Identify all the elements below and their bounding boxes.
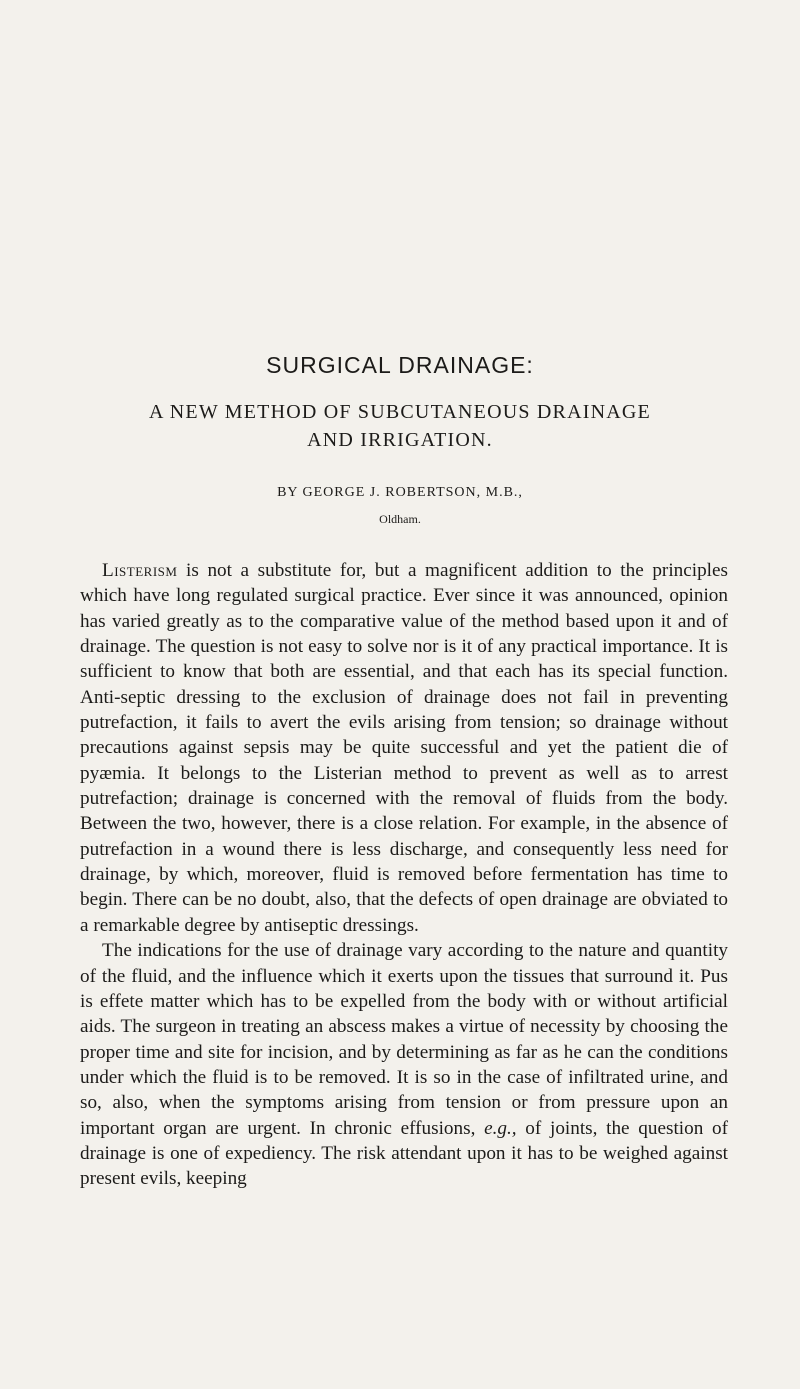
paragraph-2 — [80, 938, 728, 1191]
author-byline: BY GEORGE J. ROBERTSON, M.B., — [277, 485, 523, 500]
paragraph-1-text: is not a substitute for, but a magnificent addition to the principles which have long regulated surgical practice. Ever since it was announced, opinion has varied greatly as to the comparative value of the method based upon it and of drainage. The question is not easy to solve nor is it of any practical importance. It is sufficient to know that both are essential, and that each has its special function. Anti-septic dressing to the exclusion of drainage does not fail in preventing putrefaction, it fails to avert the evils arising from tension; so drainage without precautions against sepsis may be quite successful and yet the patient die of pyæmia. It belongs to the Listerian method to prevent as well as to arrest putrefaction; drainage is concerned with the removal of fluids from the body. Between the two, however, there is a close relation. For example, in the absence of putrefaction in a wound there is less discharge, and consequently less need for drainage, by which, moreover, fluid is removed before fermentation has time to begin. There can be no doubt, also, that the defects of open drainage are obviated to a remarkable degree by antiseptic dressings. — [80, 560, 728, 936]
article-body — [80, 558, 728, 1192]
subtitle-line-1: A NEW METHOD OF SUBCUTANEOUS DRAINAGE — [149, 401, 651, 423]
paragraph-1 — [80, 558, 728, 938]
paragraph-2-text-before: The indications for the use of drainage vary according to the nature and quantity of the fluid, and the influence which it exerts upon the tissues that surround it. Pus is effete matter which has to be expelled from the body with or without artificial aids. The surgeon in treating an abscess makes a virtue of necessity by choosing the proper time and site for incision, and by determining as far as he can the conditions under which the fluid is to be removed. It is so in the case of infiltrated urine, and so, also, when the symptoms arising from tension or from pressure upon an important organ are urgent. In chronic effusions, — [80, 940, 728, 1139]
subtitle-line-2: AND IRRIGATION. — [307, 429, 493, 451]
author-location: Oldham. — [379, 512, 421, 526]
subtitle — [0, 398, 800, 454]
main-title: SURGICAL DRAINAGE: — [266, 352, 534, 378]
lead-word: Listerism — [102, 560, 178, 581]
paragraph-2-italic: e.g., — [484, 1117, 517, 1139]
paragraph-2-text-after: of joints, the question of drainage is one of expediency. The risk attendant upon it has to be weighed against present evils, keeping — [80, 1117, 728, 1190]
